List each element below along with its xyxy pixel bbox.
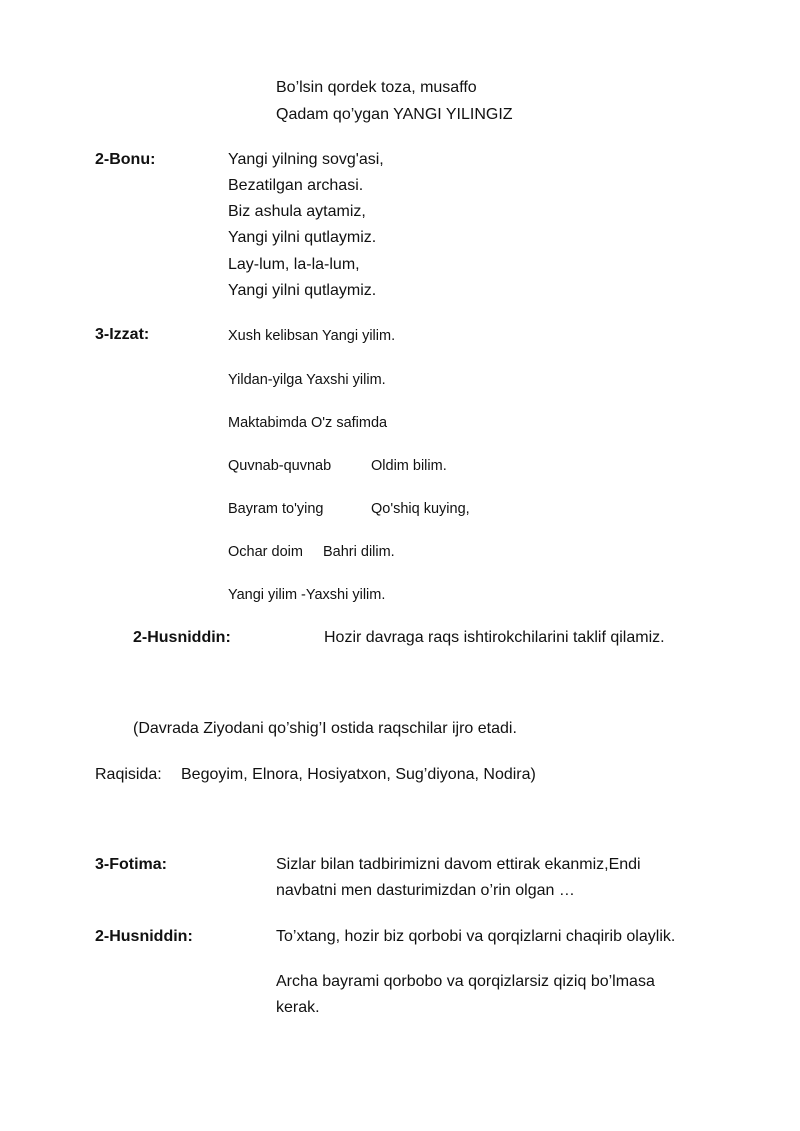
verse-line: Yangi yilim -Yaxshi yilim. (228, 587, 386, 603)
verse-line: Yildan-yilga Yaxshi yilim. (228, 372, 386, 388)
speaker-label: 3-Fotima: (95, 856, 167, 873)
verse-line: Ochar doim (228, 544, 303, 560)
verse-line: Quvnab-quvnab (228, 458, 332, 474)
dialogue-line: kerak. (276, 999, 320, 1016)
verse-line-continuation: Bahri dilim. (323, 544, 395, 560)
dialogue-line: navbatni men dasturimizdan o’rin olgan … (276, 882, 575, 899)
verse-line-continuation: Qo'shiq kuying, (371, 501, 470, 517)
verse-line: Maktabimda O'z safimda (228, 415, 388, 431)
verse-line: Yangi yilni qutlaymiz. (228, 229, 377, 246)
verse-line-continuation: Oldim bilim. (371, 458, 447, 474)
stage-direction-names: Begoyim, Elnora, Hosiyatxon, Sug’diyona, Nodira) (181, 766, 536, 783)
speaker-label: 3-Izzat: (95, 326, 150, 343)
stage-direction-label: Raqisida: (95, 766, 162, 783)
dialogue-line: Sizlar bilan tadbirimizni davom ettirak ekanmiz,Endi (276, 856, 641, 873)
speaker-label: 2-Husniddin: (95, 928, 193, 945)
verse-line: Xush kelibsan Yangi yilim. (228, 328, 396, 344)
dialogue-line: Hozir davraga raqs ishtirokchilarini taklif qilamiz. (324, 629, 665, 646)
speaker-label: 2-Bonu: (95, 151, 156, 168)
dialogue-line: To’xtang, hozir biz qorbobi va qorqizlarni chaqirib olaylik. (276, 928, 676, 945)
verse-line: Biz ashula aytamiz, (228, 203, 366, 220)
verse-line: Yangi yilni qutlaymiz. (228, 282, 377, 299)
verse-line: Qadam qo’ygan YANGI YILINGIZ (276, 106, 513, 123)
verse-line: Bezatilgan archasi. (228, 177, 364, 194)
speaker-label: 2-Husniddin: (133, 629, 231, 646)
stage-direction: (Davrada Ziyodani qo’shig’I ostida raqschilar ijro etadi. (133, 720, 517, 737)
verse-line: Bayram to'ying (228, 501, 324, 517)
verse-line: Lay-lum, la-la-lum, (228, 256, 360, 273)
verse-line: Bo’lsin qordek toza, musaffo (276, 79, 477, 96)
verse-line: Yangi yilning sovg'asi, (228, 151, 384, 168)
dialogue-line: Archa bayrami qorbobo va qorqizlarsiz qiziq bo’lmasa (276, 973, 655, 990)
